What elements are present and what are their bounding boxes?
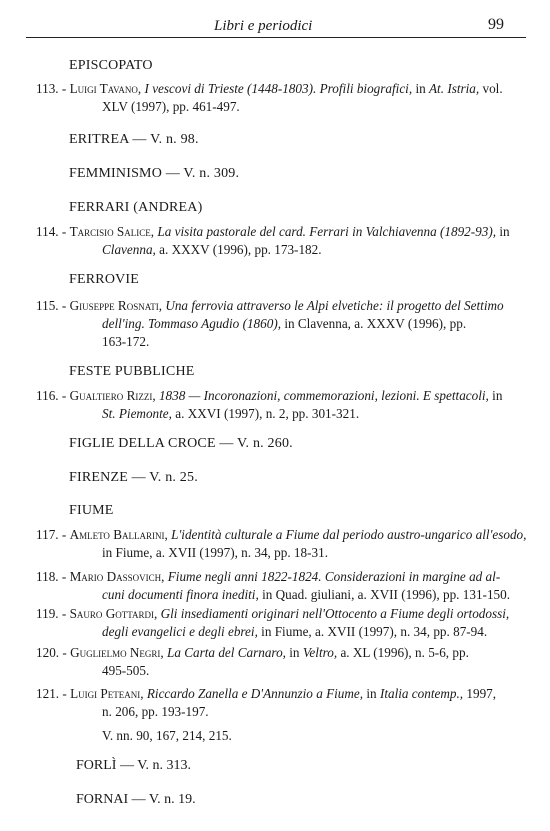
entry-title: Gli insediamenti originari nell'Ottocento a Fiume degli ortodossi, xyxy=(160,606,510,621)
heading-figlie: FIGLIE DELLA CROCE — V. n. 260. xyxy=(69,436,293,451)
entry-title-continued: dell'ing. Tommaso Agudio (1860), xyxy=(102,316,282,331)
entry-author: Giuseppe Rosnati, xyxy=(69,298,163,313)
entry-journal: Clavenna, xyxy=(102,242,156,257)
entry-rest: vol. xyxy=(482,81,503,96)
entry-number: 121. - xyxy=(36,686,67,701)
entry-rest: 1997, xyxy=(466,686,497,701)
entry-author: Guglielmo Negri, xyxy=(70,645,164,660)
entry-author: Mario Dassovich, xyxy=(69,569,165,584)
entry-continuation: 495-505. xyxy=(102,663,150,678)
entry-author: Luigi Peteani, xyxy=(70,686,144,701)
entry-author: Sauro Gottardi, xyxy=(69,606,158,621)
entry-121 xyxy=(36,685,504,745)
entry-continuation: XLV (1997), pp. 461-497. xyxy=(102,99,240,114)
entry-number: 114. - xyxy=(36,224,67,239)
entry-118 xyxy=(36,568,511,604)
entry-119 xyxy=(36,605,510,641)
entry-title: 1838 — Incoronazioni, commemorazioni, lezioni. E spettacoli, xyxy=(158,388,489,403)
entry-pages: 163-172. xyxy=(102,334,150,349)
entry-continuation: in Fiume, a. XVII (1997), n. 34, pp. 18-31. xyxy=(102,545,328,560)
heading-eritrea: ERITREA — V. n. 98. xyxy=(69,132,199,147)
entry-in: in xyxy=(415,81,426,96)
heading-feste-pubbliche: FESTE PUBBLICHE xyxy=(69,364,195,379)
entry-title: La Carta del Carnaro, xyxy=(167,645,286,660)
entry-title: Fiume negli anni 1822-1824. Considerazioni in margine ad al- xyxy=(167,569,501,584)
entry-120 xyxy=(36,644,504,680)
entry-title-continued: cuni documenti finora inediti, xyxy=(102,587,259,602)
heading-forli: FORLÌ — V. n. 313. xyxy=(76,758,192,773)
entry-title: I vescovi di Trieste (1448-1803). Profili biografici, xyxy=(144,81,413,96)
entry-journal: St. Piemonte, xyxy=(102,406,172,421)
entry-rest: a. XL (1996), n. 5-6, pp. xyxy=(340,645,469,660)
entry-title: L'identità culturale a Fiume dal periodo austro-ungarico all'esodo, xyxy=(171,527,527,542)
heading-episcopato: EPISCOPATO xyxy=(69,58,153,73)
entry-title: Riccardo Zanella e D'Annunzio a Fiume, xyxy=(146,686,364,701)
entry-116 xyxy=(36,387,504,423)
entry-number: 119. - xyxy=(36,606,67,621)
heading-ferrovie: FERROVIE xyxy=(69,272,140,287)
entry-114 xyxy=(36,223,510,259)
entry-number: 113. - xyxy=(36,81,67,96)
heading-ferrari: FERRARI (ANDREA) xyxy=(69,200,203,215)
heading-fornai: FORNAI — V. n. 19. xyxy=(76,792,196,807)
entry-in: in xyxy=(289,645,300,660)
entry-number: 120. - xyxy=(36,645,67,660)
entry-in: in xyxy=(492,388,503,403)
entry-continuation: n. 206, pp. 193-197. xyxy=(102,704,209,719)
entry-continuation: in Fiume, a. XVII (1997), n. 34, pp. 87-94. xyxy=(261,624,488,639)
entry-continuation: in Clavenna, a. XXXV (1996), pp. xyxy=(284,316,467,331)
entry-continuation: a. XXVI (1997), n. 2, pp. 301-321. xyxy=(175,406,360,421)
entry-see-also: V. nn. 90, 167, 214, 215. xyxy=(102,728,232,743)
running-header xyxy=(26,12,526,38)
entry-number: 117. - xyxy=(36,527,67,542)
entry-author: Gualtiero Rizzi, xyxy=(69,388,156,403)
heading-firenze: FIRENZE — V. n. 25. xyxy=(69,470,198,485)
entry-in: in xyxy=(499,224,510,239)
entry-in: in xyxy=(366,686,377,701)
heading-femminismo: FEMMINISMO — V. n. 309. xyxy=(69,166,240,181)
entry-continuation: in Quad. giuliani, a. XVII (1996), pp. 131-150. xyxy=(262,587,511,602)
running-title: Libri e periodici xyxy=(214,18,313,34)
entry-115 xyxy=(36,297,504,351)
heading-fiume: FIUME xyxy=(69,503,114,518)
entry-title-continued: degli evangelici e degli ebrei, xyxy=(102,624,258,639)
entry-author: Tarcisio Salice, xyxy=(69,224,155,239)
entry-author: Luigi Tavano, xyxy=(69,81,142,96)
entry-continuation: a. XXXV (1996), pp. 173-182. xyxy=(159,242,322,257)
entry-number: 118. - xyxy=(36,569,67,584)
entry-title: Una ferrovia attraverso le Alpi elvetiche: il progetto del Settimo xyxy=(165,298,504,313)
entry-journal: Italia contemp., xyxy=(379,686,464,701)
entry-117 xyxy=(36,526,527,562)
entry-113 xyxy=(36,80,504,116)
entry-number: 115. - xyxy=(36,298,67,313)
entry-journal: Veltro, xyxy=(302,645,338,660)
page-number: 99 xyxy=(488,16,504,33)
entry-title: La visita pastorale del card. Ferrari in Valchiavenna (1892-93), xyxy=(157,224,497,239)
header-rule xyxy=(26,37,526,38)
entry-author: Amleto Ballarini, xyxy=(69,527,168,542)
entry-journal: At. Istria, xyxy=(429,81,480,96)
entry-number: 116. - xyxy=(36,388,67,403)
